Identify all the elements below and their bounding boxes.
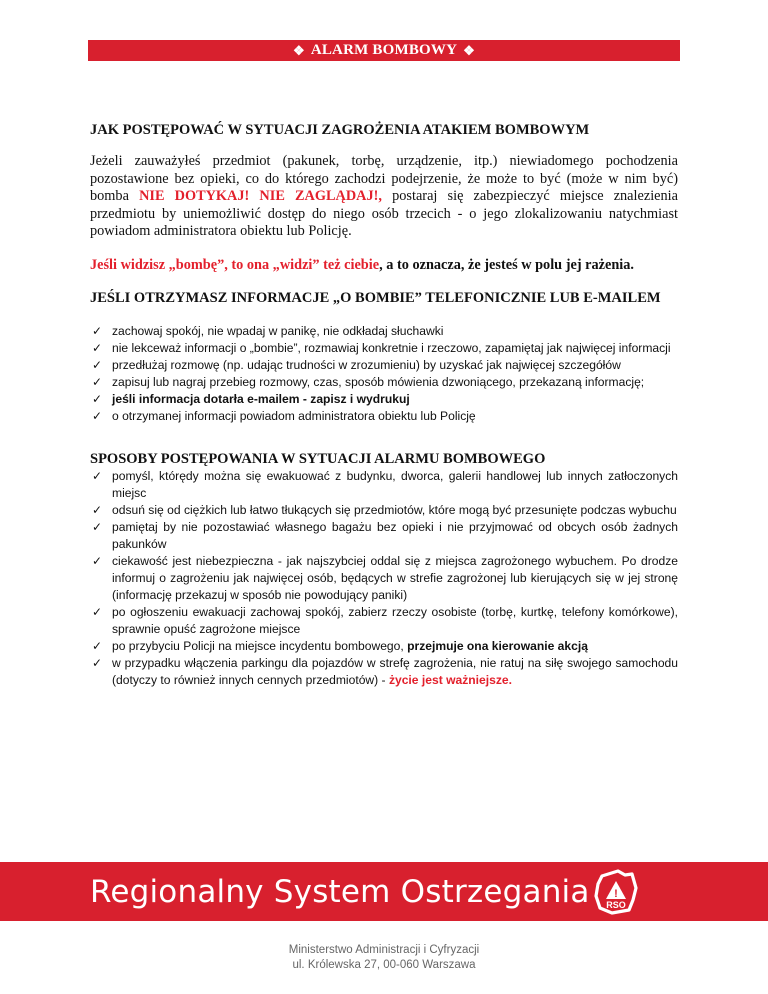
diamond-ornament-icon: ❖ — [292, 42, 305, 58]
checkmark-icon: ✓ — [92, 375, 103, 389]
checkmark-icon: ✓ — [92, 656, 103, 670]
list-item: ✓ odsuń się od ciężkich lub łatwo tłukących się przedmiotów, które mogą być przesunięte podczas wybuchu — [92, 503, 677, 517]
ministry-info — [0, 943, 768, 973]
do-not-touch-warning: NIE DOTYKAJ! NIE ZAGLĄDAJ!, — [139, 188, 382, 204]
checkmark-icon: ✓ — [92, 358, 103, 372]
document-title: ALARM BOMBOWY — [310, 42, 458, 58]
ministry-address: ul. Królewska 27, 00-060 Warszawa — [292, 959, 476, 971]
footer-title: Regionalny System Ostrzegania — [90, 874, 590, 910]
document-body — [90, 122, 678, 689]
logo-exclamation: ! — [614, 888, 618, 900]
checkmark-icon: ✓ — [92, 503, 103, 517]
checkmark-icon: ✓ — [92, 469, 103, 483]
diamond-ornament-icon: ❖ — [463, 42, 476, 58]
checkmark-icon: ✓ — [92, 409, 103, 423]
checkmark-icon: ✓ — [92, 341, 103, 355]
list-item: ✓ pamiętaj by nie pozostawiać własnego bagażu bez opieki i nie przyjmować od obcych osób żadnych pakunków — [92, 520, 678, 551]
list-item: ✓ jeśli informacja dotarła e-mailem - zapisz i wydrukuj — [92, 392, 410, 406]
list-item: ✓ ciekawość jest niebezpieczna - jak najszybciej oddal się z miejsca zagrożonego wybuchem. Po drodze informuj o zagrożeniu jak najwięcej osób, będących w strefie zagrożonej lub kierujących się w jej stronę (informację przekazuj w sposób nie powodujący paniki) — [92, 554, 678, 602]
section-heading-phone-email: JEŚLI OTRZYMASZ INFORMACJE „O BOMBIE” TELEFONICZNIE LUB E-MAILEM — [90, 290, 661, 306]
section-heading-threat: JAK POSTĘPOWAĆ W SYTUACJI ZAGROŻENIA ATAKIEM BOMBOWYM — [90, 122, 590, 138]
checkmark-icon: ✓ — [92, 520, 103, 534]
procedures-list — [90, 468, 678, 689]
section-heading-procedures: SPOSOBY POSTĘPOWANIA W SYTUACJI ALARMU BOMBOWEGO — [90, 451, 546, 467]
checkmark-icon: ✓ — [92, 392, 103, 406]
list-item: ✓ po ogłoszeniu ewakuacji zachowaj spokój, zabierz rzeczy osobiste (torbę, kurtkę, telefony komórkowe), sprawnie opuść zagrożone miejsce — [92, 605, 678, 636]
blast-radius-warning: Jeśli widzisz „bombę”, to ona „widzi” też ciebie, a to oznacza, że jesteś w polu jej rażenia. — [90, 256, 634, 273]
phone-email-list — [90, 323, 678, 425]
list-item: ✓ przedłużaj rozmowę (np. udając trudności w zrozumieniu) by uzyskać jak najwięcej szczegółów — [92, 358, 621, 372]
ministry-name: Ministerstwo Administracji i Cyfryzacji — [288, 944, 480, 956]
checkmark-icon: ✓ — [92, 639, 103, 653]
list-item: ✓ o otrzymanej informacji powiadom administratora obiektu lub Policję — [92, 409, 476, 423]
life-is-more-important: życie jest ważniejsze. — [388, 673, 512, 687]
list-item: ✓ zachowaj spokój, nie wpadaj w panikę, nie odkładaj słuchawki — [92, 324, 444, 338]
list-item: ✓ nie lekceważ informacji o „bombie”, rozmawiaj konkretnie i rzeczowo, zapamiętaj jak najwięcej informacji — [92, 341, 671, 355]
logo-text: RSO — [606, 900, 626, 910]
list-item: ✓ zapisuj lub nagraj przebieg rozmowy, czas, sposób mówienia dzwoniącego, przekazaną informację; — [92, 375, 645, 389]
list-item: ✓ w przypadku włączenia parkingu dla pojazdów w strefę zagrożenia, nie ratuj na siłę swojego samochodu (dotyczy to również innych cennych przedmiotów) - życie jest ważniejsze. — [92, 656, 678, 687]
checkmark-icon: ✓ — [92, 554, 103, 568]
title-banner — [88, 40, 680, 61]
list-item: ✓ pomyśl, którędy można się ewakuować z budynku, dworca, galerii handlowej lub innych zatłoczonych miejsc — [92, 469, 678, 500]
rso-logo-icon — [592, 868, 640, 916]
checkmark-icon: ✓ — [92, 605, 103, 619]
list-item: ✓ po przybyciu Policji na miejsce incydentu bombowego, przejmuje ona kierowanie akcją — [92, 639, 588, 653]
intro-paragraph: Jeżeli zauważyłeś przedmiot (pakunek, torbę, urządzenie, itp.) niewiadomego pochodzenia pozostawione bez opieki, co do którego zachodzi podejrzenie, że może to być (może w nim być) bomba NIE DOTYKAJ! NIE ZAGLĄDAJ!, postaraj się zabezpieczyć miejsce znalezienia przedmiotu by uniemożliwić dostęp do niego osób trzecich - o jego zlokalizowaniu natychmiast powiadom administratora obiektu lub Policję. — [90, 153, 678, 239]
checkmark-icon: ✓ — [92, 324, 103, 338]
